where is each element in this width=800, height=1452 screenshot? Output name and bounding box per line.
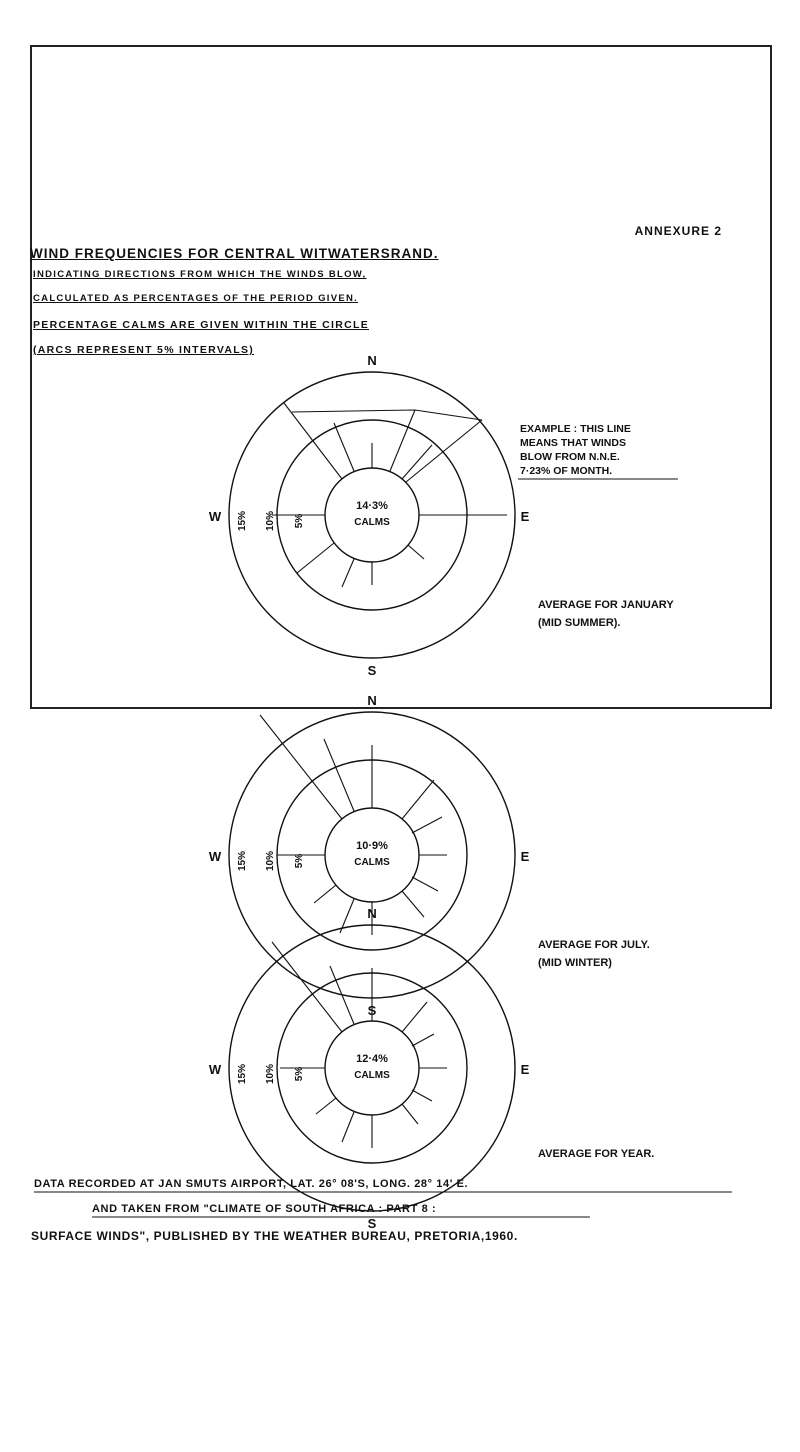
ring-label-10: 10% [265, 1063, 276, 1085]
ring-label-15: 15% [237, 510, 248, 532]
calms-label: CALMS [354, 857, 390, 868]
example-line-4: 7·23% OF MONTH. [520, 465, 613, 477]
south-label: S [367, 1003, 377, 1018]
annexure-label: ANNEXURE 2 [634, 224, 722, 238]
north-label: N [367, 693, 377, 708]
ring-label-10: 10% [265, 510, 276, 532]
caption-year-1: AVERAGE FOR YEAR. [538, 1148, 655, 1160]
example-line-1: EXAMPLE : THIS LINE [520, 423, 631, 435]
west-label: W [208, 509, 222, 524]
description-line-1: INDICATING DIRECTIONS FROM WHICH THE WINDS BLOW, [33, 269, 367, 280]
west-label: W [208, 849, 222, 864]
example-line-3: BLOW FROM N.N.E. [520, 451, 620, 463]
east-label: E [520, 849, 530, 864]
ring-label-5: 5% [294, 853, 305, 869]
ring-label-10: 10% [265, 850, 276, 872]
calms-value: 14·3% [356, 500, 388, 512]
calms-label: CALMS [354, 517, 390, 528]
calms-value: 10·9% [356, 840, 388, 852]
ring-label-5: 5% [294, 513, 305, 529]
document-title: WIND FREQUENCIES FOR CENTRAL WITWATERSRAND. [30, 246, 439, 261]
description-line-2: CALCULATED AS PERCENTAGES OF THE PERIOD GIVEN. [33, 293, 359, 304]
caption-january-1: AVERAGE FOR JANUARY [538, 599, 674, 611]
footer-line-1: DATA RECORDED AT JAN SMUTS AIRPORT, LAT. 26° 08'S, LONG. 28° 14' E. [34, 1178, 469, 1190]
wind-rose-january [209, 353, 530, 678]
footer-line-3: SURFACE WINDS", PUBLISHED BY THE WEATHER BUREAU, PRETORIA,1960. [31, 1229, 518, 1243]
ring-label-5: 5% [294, 1066, 305, 1082]
north-label: N [367, 906, 377, 921]
example-line-2: MEANS THAT WINDS [520, 437, 626, 449]
wind-rose-july [209, 693, 530, 1018]
caption-january-2: (MID SUMMER). [538, 617, 621, 629]
caption-july-2: (MID WINTER) [538, 957, 612, 969]
ring-label-15: 15% [237, 850, 248, 872]
calms-label: CALMS [354, 1070, 390, 1081]
direction-spokes [260, 715, 447, 935]
description-line-4: (ARCS REPRESENT 5% INTERVALS) [33, 344, 255, 356]
south-label: S [367, 1216, 377, 1231]
east-label: E [520, 1062, 530, 1077]
ring-label-15: 15% [237, 1063, 248, 1085]
north-label: N [367, 353, 377, 368]
direction-spokes [272, 403, 507, 587]
south-label: S [367, 663, 377, 678]
caption-july-1: AVERAGE FOR JULY. [538, 939, 650, 951]
direction-spokes [272, 942, 447, 1148]
footer-line-2: AND TAKEN FROM "CLIMATE OF SOUTH AFRICA : PART 8 : [92, 1203, 437, 1215]
east-label: E [520, 509, 530, 524]
calms-value: 12·4% [356, 1053, 388, 1065]
description-line-3: PERCENTAGE CALMS ARE GIVEN WITHIN THE CIRCLE [33, 319, 370, 331]
west-label: W [208, 1062, 222, 1077]
